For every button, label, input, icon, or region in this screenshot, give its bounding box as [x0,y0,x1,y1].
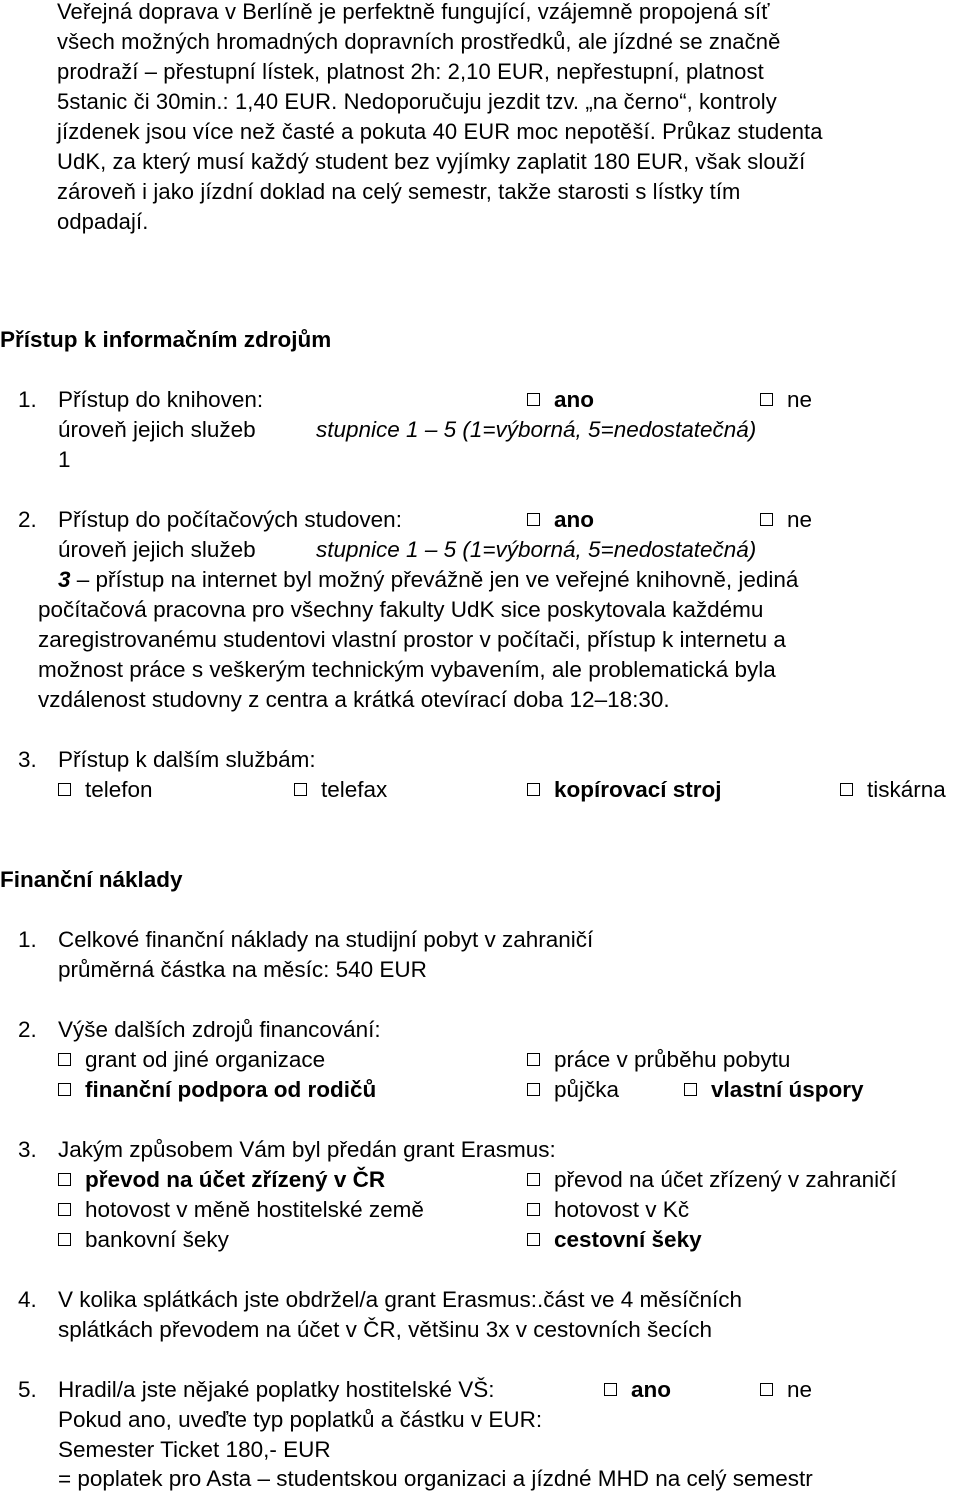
question-label: Přístup do knihoven: [58,387,264,412]
question-number: 1. [18,927,37,952]
checkbox-icon[interactable] [58,783,71,796]
option-prace[interactable]: práce v průběhu pobytu [527,1045,790,1075]
intro-line: zároveň i jako jízdní doklad na celý semestr, takže starosti s lístky tím [57,179,741,204]
option-telefon[interactable]: telefon [58,775,153,805]
question-number: 2. [18,1017,37,1042]
option-vlastni-uspory[interactable]: vlastní úspory [684,1075,864,1105]
intro-line: prodraží – přestupní lístek, platnost 2h: 2,10 EUR, nepřestupní, platnost [57,59,764,84]
checkbox-icon[interactable] [760,393,773,406]
option-no[interactable]: ne [760,1375,812,1405]
option-yes[interactable]: ano [527,505,594,535]
question-text: Pokud ano, uveďte typ poplatků a částku v EUR: [58,1407,543,1432]
option-tiskarna[interactable]: tiskárna [840,775,946,805]
section-heading-info: Přístup k informačním zdrojům [0,327,332,352]
answer-text: zaregistrovanému studentovi vlastní prostor v počítači, přístup k internetu a [38,627,786,652]
checkbox-icon[interactable] [760,1383,773,1396]
checkbox-icon[interactable] [527,1203,540,1216]
question-number: 3. [18,1137,37,1162]
answer-text: = poplatek pro Asta – studentskou organizaci a jízdné MHD na celý semestr [58,1466,813,1491]
question-number: 2. [18,507,37,532]
question-label: Jakým způsobem Vám byl předán grant Erasmus: [58,1137,556,1162]
checkbox-icon[interactable] [58,1203,71,1216]
checkbox-icon[interactable] [527,783,540,796]
intro-line: 5stanic či 30min.: 1,40 EUR. Nedoporučuju jezdit tzv. „na černo“, kontroly [57,89,777,114]
checkbox-icon[interactable] [58,1173,71,1186]
checkbox-icon[interactable] [58,1053,71,1066]
intro-line: jízdenek jsou více než časté a pokuta 40 EUR moc nepotěší. Průkaz studenta [57,119,823,144]
scale-text: stupnice 1 – 5 (1=výborná, 5=nedostatečná) [316,537,757,562]
checkbox-icon[interactable] [684,1083,697,1096]
option-cestovni-seky[interactable]: cestovní šeky [527,1225,702,1255]
question-text: V kolika splátkách jste obdržel/a grant Erasmus:.část ve 4 měsíčních [58,1287,743,1312]
question-label: Celkové finanční náklady na studijní pobyt v zahraničí [58,927,594,952]
checkbox-icon[interactable] [58,1083,71,1096]
option-podpora-rodicu[interactable]: finanční podpora od rodičů [58,1075,376,1105]
checkbox-icon[interactable] [527,513,540,526]
question-number: 4. [18,1287,37,1312]
scale-text: stupnice 1 – 5 (1=výborná, 5=nedostatečná) [316,417,757,442]
option-prevod-cr[interactable]: převod na účet zřízený v ČR [58,1165,385,1195]
question-number: 1. [18,387,37,412]
answer-text: počítačová pracovna pro všechny fakulty UdK sice poskytovala každému [38,597,764,622]
option-grant[interactable]: grant od jiné organizace [58,1045,325,1075]
checkbox-icon[interactable] [527,1233,540,1246]
intro-line: odpadají. [57,209,149,234]
question-number: 5. [18,1377,37,1402]
option-kopirovaci-stroj[interactable]: kopírovací stroj [527,775,722,805]
option-bankovni-seky[interactable]: bankovní šeky [58,1225,229,1255]
answer-text: možnost práce s veškerým technickým vybavením, ale problematická byla [38,657,776,682]
answer-text: splátkách převodem na účet v ČR, většinu 3x v cestovních šecích [58,1317,713,1342]
option-no[interactable]: ne [760,505,812,535]
question-label: Přístup k dalším službám: [58,747,316,772]
question-label: Výše dalších zdrojů financování: [58,1017,381,1042]
option-telefax[interactable]: telefax [294,775,387,805]
option-yes[interactable]: ano [604,1375,671,1405]
intro-line: všech možných hromadných dopravních prostředků, ale jízdné se značně [57,29,781,54]
checkbox-icon[interactable] [58,1233,71,1246]
answer-text: 3 – přístup na internet byl možný převážně jen ve veřejné knihovně, jediná [58,567,799,592]
checkbox-icon[interactable] [760,513,773,526]
checkbox-icon[interactable] [527,1083,540,1096]
checkbox-icon[interactable] [604,1383,617,1396]
option-hotovost-kc[interactable]: hotovost v Kč [527,1195,689,1225]
checkbox-icon[interactable] [840,783,853,796]
answer-text: vzdálenost studovny z centra a krátká otevírací doba 12–18:30. [38,687,670,712]
answer-value: 1 [58,447,71,472]
level-label: úroveň jejich služeb [58,537,256,562]
option-pujcka[interactable]: půjčka [527,1075,619,1105]
question-label: Přístup do počítačových studoven: [58,507,402,532]
option-prevod-zahranici[interactable]: převod na účet zřízený v zahraničí [527,1165,897,1195]
intro-line: UdK, za který musí každý student bez vyjímky zaplatit 180 EUR, však slouží [57,149,806,174]
checkbox-icon[interactable] [294,783,307,796]
option-no[interactable]: ne [760,385,812,415]
option-yes[interactable]: ano [527,385,594,415]
question-number: 3. [18,747,37,772]
checkbox-icon[interactable] [527,1053,540,1066]
intro-line: Veřejná doprava v Berlíně je perfektně fungující, vzájemně propojená síť [57,0,770,24]
answer-text: průměrná částka na měsíc: 540 EUR [58,957,427,982]
section-heading-finance: Finanční náklady [0,867,183,892]
level-label: úroveň jejich služeb [58,417,256,442]
question-label: Hradil/a jste nějaké poplatky hostitelské VŠ: [58,1377,495,1402]
answer-text: Semester Ticket 180,- EUR [58,1437,331,1462]
checkbox-icon[interactable] [527,1173,540,1186]
checkbox-icon[interactable] [527,393,540,406]
option-hotovost-mena[interactable]: hotovost v měně hostitelské země [58,1195,424,1225]
